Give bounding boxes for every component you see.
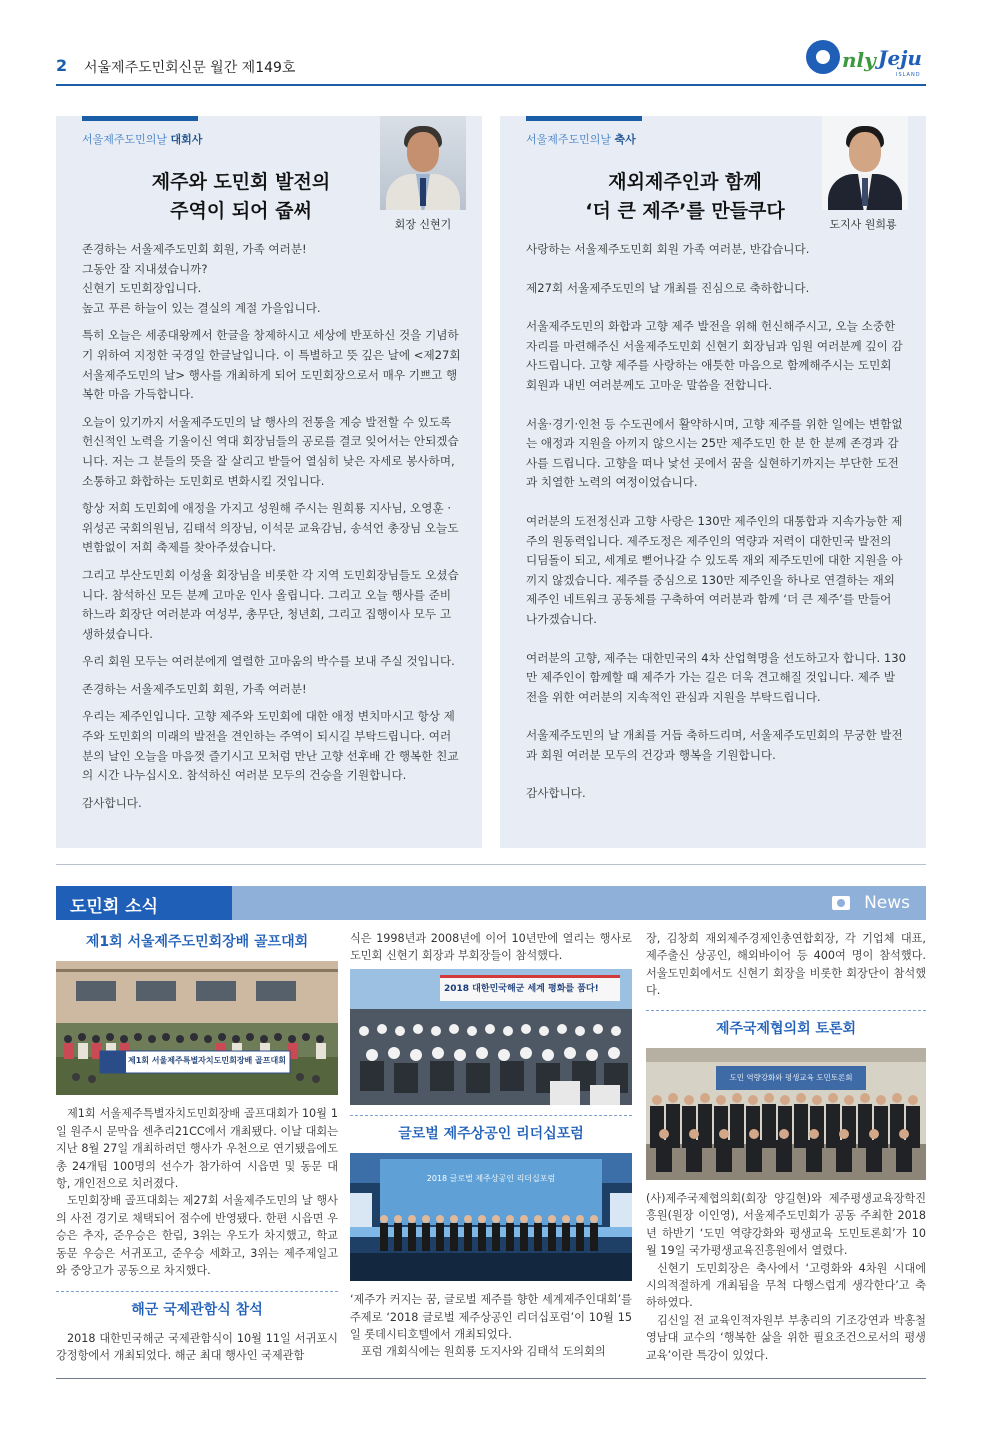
- forum-stage-text: 2018 글로벌 제주상공인 리더십포럼: [426, 1174, 556, 1184]
- article-title-navy-review: 해군 국제관함식 참석: [56, 1291, 338, 1319]
- president-address-box: [56, 116, 482, 848]
- president-portrait: [380, 116, 466, 210]
- debate-group-photo: [646, 1048, 926, 1180]
- forum-stage-photo: [350, 1153, 632, 1281]
- golf-banner-text: 제1회 서울제주특별자치도민회장배 골프대회: [128, 1056, 286, 1066]
- newspaper-title: 서울제주도민회신문 월간 제149호: [84, 60, 296, 76]
- article-title-golf: 제1회 서울제주도민회장배 골프대회: [85, 934, 309, 950]
- congratulation-body: 사랑하는 서울제주도민회 회원 가족 여러분, 반갑습니다. 제27회 서울제주도민의 날 개최를 진심으로 축하합니다. 서울제주도민의 화합과 고향 제주 발전을 위해 헌신해주시고, 오늘 소중한 자리를 마련해주신 서울제주도민회 신현기 회장님과 임원 여러분께 깊이 감사드립니다. 고향 제주를 사랑하는 애틋한 마음으로 함께해주시는 도민회 회원과 내빈 여러분께도 고마운 말씀을 전합니다. 서울·경기·인천 등 수도권에서 활약하시며, 고향 제주를 위한 일에는 변함없는 애정과 지원을 아끼지 않으시는 25만 제주도민 한 분 한 분께 존경과 감사를 드립니다. 고향을 떠나 낯선 곳에서 꿈을 실현하기까지는 부단한 도전과 치열한 노력의 여정이었습니다. 여러분의 도전정신과 고향 사랑은 130만 제주인의 대통합과 지속가능한 제주의 원동력입니다. 제주도정은 제주인의 역량과 저력이 대한민국 발전의 디딤돌이 되고, 세계로 뻗어나갈 수 있도록 재외 제주도민에 대한 지원을 아끼지 않겠습니다. 제주를 중심으로 130만 제주인을 하나로 연결하는 재외제주인 네트워크 공동체를 구축하여 여러분과 함께 ‘더 큰 제주’를 만들어 나가겠습니다. 여러분의 고향, 제주는 대한민국의 4차 산업혁명을 선도하고자 합니다. 130만 제주인이 함께할 때 제주가 가는 길은 더욱 견고해질 것입니다. 제주 발전을 위한 여러분의 지속적인 관심과 지원을 부탁드립니다. 서울제주도민의 날 개최를 거듭 축하드리며, 서울제주도민회의 무궁한 발전과 회원 여러분 모두의 건강과 행복을 기원합니다. 감사합니다.: [526, 242, 906, 801]
- news-column-1: 제1회 서울제주도민회장배 골프대회 제1회 서울제주특별자치도민회장배 골프대회 제1회 서울제주특별자치도민회장배 골프대회가 10월 1일 원주시 문막읍 센추리21CC에서 개최됐다. 이날 대회는 지난 8월 27일 개최하려던 행사가 우천으로 연기됐음에도 총 24개팀 100명의 선수가 참가하여 시읍면 및 동문 대항, 개인전으로 치러졌다. 도민회장배 골프대회는 제27회 서울제주도민의 날 행사의 사전 경기로 채택되어 점수에 반영됐다. 한편 시읍면 우승은 추자, 준우승은 한림, 3위는 우도가 차지했고, 학교 동문 우승은 서귀포고, 준우승 세화고, 3위는 제주제일고와 중앙고가 공동으로 차지했다. 해군 국제관함식 참석 2018 대한민국해군 국제관함식이 10월 11일 서귀포시 강정항에서 개최되었다. 해군 최대 행사인 국제관함: [56, 934, 338, 1363]
- news-column-3: 장, 김창희 재외제주경제인총연합회장, 각 기업체 대표, 제주출신 상공인, 해외바이어 등 400여 명이 참석했다. 서울도민회에서도 신현기 회장을 비롯한 회장단이 참석했다. 제주국제협의회 토론회 도민 역량강화와 평생교육 도민토론회 (사)제주국제협의회(회장 양길현)와 제주평생교육장학진흥원(원장 이인영), 서울제주도민회가 공동 주최한 2018년 하반기 ‘도민 역량강화와 평생교육 도민토론회’가 10월 19일 국가평생교육진흥원에서 열렸다. 신현기 도민회장은 축사에서 ‘고령화와 4차원 시대에 시의적절하게 개최됨을 무척 다행스럽게 생각한다’고 축하하였다. 김신일 전 교육인적자원부 부총리의 기조강연과 박홍철 영남대 교수의 ‘행복한 삶을 위한 필요조건으로서의 평생교육’이란 특강이 있었다.: [646, 932, 926, 1362]
- news-english-label: News: [864, 893, 910, 913]
- footer-rule: [56, 1378, 926, 1379]
- navy-banner-text: 2018 대한민국해군 세계 평화를 품다!: [444, 983, 599, 994]
- only-jeju-logo: nly Jeju ISLAND: [806, 34, 926, 82]
- address-headline: 제주와 도민회 발전의 주역이 되어 줍써: [151, 171, 331, 222]
- section-tag: 서울제주도민의날 대회사: [82, 133, 203, 146]
- page-header: [56, 48, 926, 88]
- page-number: 2: [56, 56, 68, 75]
- congratulation-headline: 재외제주인과 함께 ‘더 큰 제주’를 만들쿠다: [585, 171, 785, 222]
- news-section-label: 도민회 소식: [70, 897, 159, 917]
- article-title-forum: 글로벌 제주상공인 리더십포럼: [350, 1115, 632, 1143]
- debate-banner-text: 도민 역량강화와 평생교육 도민토론회: [729, 1073, 853, 1083]
- governor-portrait: [822, 116, 908, 210]
- governor-congratulation-box: [500, 116, 926, 848]
- president-caption: 회장 신현기: [394, 218, 452, 231]
- header-rule: [56, 84, 926, 86]
- article-title-forum-debate: 제주국제협의회 토론회: [646, 1010, 926, 1038]
- address-body: 존경하는 서울제주도민회 회원, 가족 여러분! 그동안 잘 지내셨습니까? 신현기 도민회장입니다. 높고 푸른 하늘이 있는 결실의 계절 가을입니다. 특히 오늘은 세종대왕께서 한글을 창제하시고 세상에 반포하신 것을 기념하기 위하여 지정한 국경일 한글날입니다. 이 특별하고 뜻 깊은 날에 <제27회 서울제주도민의 날> 행사를 개최하게 되어 도민회장으로서 매우 기쁘고 행복한 마음 가득합니다. 오늘이 있기까지 서울제주도민의 날 행사의 전통을 계승 발전할 수 있도록 헌신적인 노력을 기울이신 역대 회장님들의 공로를 결코 잊어서는 안되겠습니다. 저는 그 분들의 뜻을 잘 살리고 받들어 열심히 낮은 자세로 봉사하며, 소통하고 화합하는 도민회로 변화시킬 것입니다. 항상 저희 도민회에 애정을 가지고 성원해 주시는 원희룡 지사님, 오영훈 · 위성곤 국회의원님, 김태석 의장님, 이석문 교육감님, 송석언 총장님 오늘도 변함없이 저희 축제를 찾아주셨습니다. 그리고 부산도민회 이성율 회장님을 비롯한 각 지역 도민회장님들도 오셨습니다. 참석하신 모든 분께 고마운 인사 올립니다. 그리고 오늘 행사를 준비하느라 회장단 여러분과 여성부, 총무단, 청년회, 그리고 집행이사 모두 고생하셨습니다. 우리 회원 모두는 여러분에게 열렬한 고마움의 박수를 보내 주실 것입니다. 존경하는 서울제주도민회 회원, 가족 여러분! 우리는 제주인입니다. 고향 제주와 도민회에 대한 애정 변치마시고 항상 제주와 도민회의 미래의 발전을 견인하는 주역이 되시길 부탁드립니다. 여러분의 날인 오늘을 마음껏 즐기시고 모처럼 만난 고향 선후배 간 행복한 친교의 시간 나누십시오. 참석하신 여러분 모두의 건승을 기원합니다. 감사합니다.: [82, 242, 461, 810]
- news-section-bar: [56, 886, 926, 920]
- section-tag: 서울제주도민의날 축사: [526, 133, 636, 146]
- golf-group-photo: [56, 961, 338, 1095]
- news-column-2: 식은 1998년과 2008년에 이어 10년만에 열리는 행사로 도민회 신현기 회장과 부회장들이 참석했다. 2018 대한민국해군 세계 평화를 품다! 글로벌 제주상공인 리더십포럼 2018 글로벌 제주상공인 리더십포럼 ‘제주가 커지는 꿈, 글로벌 제주를 향한 세계제주인대회’를 주제로 ‘2018 글로벌 제주상공인 리더십포럼’이 10월 15일 롯데시티호텔에서 개최되었다. 포럼 개회식에는 원희룡 도지사와 김태석 도의회의: [350, 932, 632, 1359]
- camera-icon: [832, 896, 850, 910]
- navy-review-photo: [350, 969, 632, 1105]
- governor-caption: 도지사 원희룡: [829, 218, 897, 231]
- section-divider: [56, 864, 926, 865]
